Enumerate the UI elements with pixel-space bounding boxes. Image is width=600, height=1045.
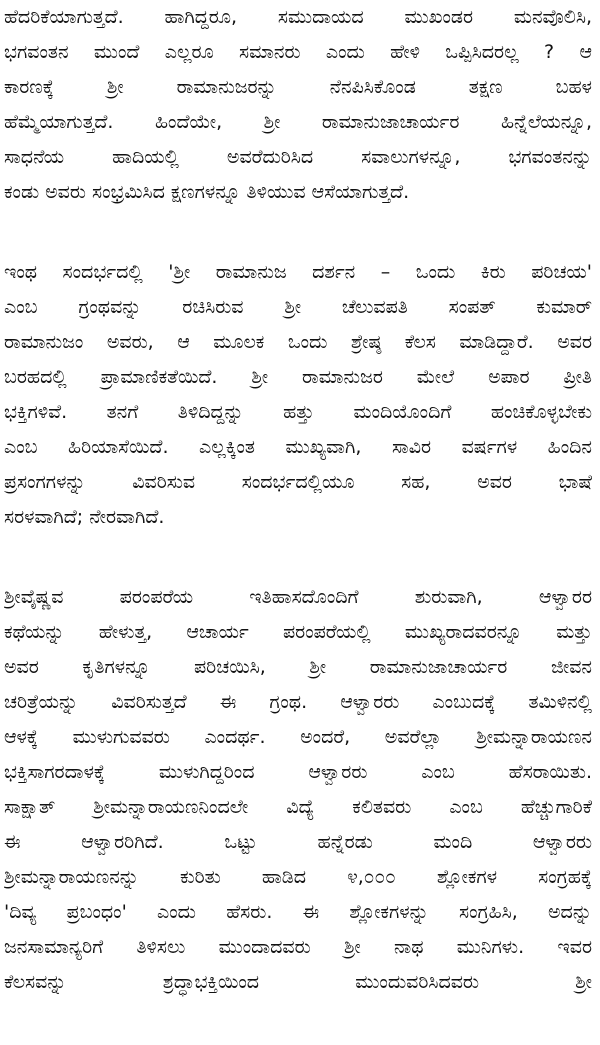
text-line: ಸರಳವಾಗಿದೆ; ನೇರವಾಗಿದೆ. xyxy=(4,506,165,528)
text-line: ಎಂಬ ಗ್ರಂಥವನ್ನು ರಚಿಸಿರುವ ಶ್ರೀ ಚೆಲುವಪತಿ ಸಂಪತ್ ಕುಮಾರ್ xyxy=(4,296,592,318)
paragraph-1 xyxy=(4,0,592,210)
paragraph-3 xyxy=(4,580,592,1000)
text-line: ಶ್ರೀವೈಷ್ಣವ ಪರಂಪರೆಯ ಇತಿಹಾಸದೊಂದಿಗೆ ಶುರುವಾಗಿ, ಆಳ್ವಾರರ xyxy=(4,586,592,608)
document-page xyxy=(4,0,592,1045)
text-line: ಕಾರಣಕ್ಕೆ ಶ್ರೀ ರಾಮಾನುಜರನ್ನು ನೆನಪಿಸಿಕೊಂಡ ತಕ್ಷಣ ಬಹಳ xyxy=(4,76,592,98)
text-line: ಈ ಆಳ್ವಾರರಿಗಿದೆ. ಒಟ್ಟು ಹನ್ನೆರಡು ಮಂದಿ ಆಳ್ವಾರರು xyxy=(4,831,592,853)
text-line: ಎಂಬ ಹಿರಿಯಾಸೆಯಿದೆ. ಎಲ್ಲಕ್ಕಿಂತ ಮುಖ್ಯವಾಗಿ, ಸಾವಿರ ವರ್ಷಗಳ ಹಿಂದಿನ xyxy=(4,436,592,458)
text-line: ಭಕ್ತಿಸಾಗರದಾಳಕ್ಕೆ ಮುಳುಗಿದ್ದರಿಂದ ಆಳ್ವಾರರು ಎಂಬ ಹೆಸರಾಯಿತು. xyxy=(4,761,592,783)
text-line: ಭಕ್ತಿಗಳಿವೆ. ತನಗೆ ತಿಳಿದಿದ್ದನ್ನು ಹತ್ತು ಮಂದಿಯೊಂದಿಗೆ ಹಂಚಿಕೊಳ್ಳಬೇಕು xyxy=(4,401,592,423)
text-line: ಆಳಕ್ಕೆ ಮುಳುಗುವವರು ಎಂದರ್ಥ. ಅಂದರೆ, ಅವರೆಲ್ಲಾ ಶ್ರೀಮನ್ನಾರಾಯಣನ xyxy=(4,726,592,748)
text-line: ಹೆಮ್ಮೆಯಾಗುತ್ತದೆ. ಹಿಂದೆಯೇ, ಶ್ರೀ ರಾಮಾನುಜಾಚಾರ್ಯರ ಹಿನ್ನೆಲೆಯನ್ನೂ, xyxy=(4,111,592,133)
text-line: ಚರಿತ್ರೆಯನ್ನು ವಿವರಿಸುತ್ತದೆ ಈ ಗ್ರಂಥ. ಆಳ್ವಾರರು ಎಂಬುದಕ್ಕೆ ತಮಿಳಿನಲ್ಲಿ xyxy=(4,691,592,713)
text-line: ಕೆಲಸವನ್ನು ಶ್ರದ್ಧಾಭಕ್ತಿಯಿಂದ ಮುಂದುವರಿಸಿದವರು ಶ್ರೀ xyxy=(4,971,592,993)
text-line: ಜನಸಾಮಾನ್ಯರಿಗೆ ತಿಳಿಸಲು ಮುಂದಾದವರು ಶ್ರೀ ನಾಥ ಮುನಿಗಳು. ಇವರ xyxy=(4,936,592,958)
text-line: ಸಾಕ್ಷಾತ್ ಶ್ರೀಮನ್ನಾರಾಯಣನಿಂದಲೇ ವಿದ್ಯೆ ಕಲಿತವರು ಎಂಬ ಹೆಚ್ಚುಗಾರಿಕೆ xyxy=(4,796,592,818)
text-line: ಪ್ರಸಂಗಗಳನ್ನು ವಿವರಿಸುವ ಸಂದರ್ಭದಲ್ಲಿಯೂ ಸಹ, ಅವರ ಭಾಷೆ xyxy=(4,471,592,493)
text-line: ಹೆದರಿಕೆಯಾಗುತ್ತದೆ. ಹಾಗಿದ್ದರೂ, ಸಮುದಾಯದ ಮುಖಂಡರ ಮನವೊಲಿಸಿ, xyxy=(4,6,592,28)
text-line: ಕಥೆಯನ್ನು ಹೇಳುತ್ತ, ಆಚಾರ್ಯ ಪರಂಪರೆಯಲ್ಲಿ ಮುಖ್ಯರಾದವರನ್ನೂ ಮತ್ತು xyxy=(4,621,592,643)
text-line: ಕಂಡು ಅವರು ಸಂಭ್ರಮಿಸಿದ ಕ್ಷಣಗಳನ್ನೂ ತಿಳಿಯುವ ಆಸೆಯಾಗುತ್ತದೆ. xyxy=(4,181,410,203)
text-line: ಭಗವಂತನ ಮುಂದೆ ಎಲ್ಲರೂ ಸಮಾನರು ಎಂದು ಹೇಳಿ ಒಪ್ಪಿಸಿದರಲ್ಲ ? ಆ xyxy=(4,41,592,63)
text-line: ರಾಮಾನುಜಂ ಅವರು, ಆ ಮೂಲಕ ಒಂದು ಶ್ರೇಷ್ಠ ಕೆಲಸ ಮಾಡಿದ್ದಾರೆ. ಅವರ xyxy=(4,331,592,353)
paragraph-2 xyxy=(4,255,592,535)
text-line: ಸಾಧನೆಯ ಹಾದಿಯಲ್ಲಿ ಅವರೆದುರಿಸಿದ ಸವಾಲುಗಳನ್ನೂ, ಭಗವಂತನನ್ನು xyxy=(4,146,592,168)
text-line: 'ದಿವ್ಯ ಪ್ರಬಂಧಂ' ಎಂದು ಹೆಸರು. ಈ ಶ್ಲೋಕಗಳನ್ನು ಸಂಗ್ರಹಿಸಿ, ಅದನ್ನು xyxy=(4,901,592,923)
text-line: ಬರಹದಲ್ಲಿ ಪ್ರಾಮಾಣಿಕತೆಯಿದೆ. ಶ್ರೀ ರಾಮಾನುಜರ ಮೇಲೆ ಅಪಾರ ಪ್ರೀತಿ xyxy=(4,366,592,388)
text-line: ಶ್ರೀಮನ್ನಾರಾಯಣನನ್ನು ಕುರಿತು ಹಾಡಿದ ೪,೦೦೦ ಶ್ಲೋಕಗಳ ಸಂಗ್ರಹಕ್ಕೆ xyxy=(4,866,592,888)
text-line: ಅವರ ಕೃತಿಗಳನ್ನೂ ಪರಿಚಯಿಸಿ, ಶ್ರೀ ರಾಮಾನುಜಾಚಾರ್ಯರ ಜೀವನ xyxy=(4,656,592,678)
text-line: ಇಂಥ ಸಂದರ್ಭದಲ್ಲಿ 'ಶ್ರೀ ರಾಮಾನುಜ ದರ್ಶನ – ಒಂದು ಕಿರು ಪರಿಚಯ' xyxy=(4,261,592,283)
